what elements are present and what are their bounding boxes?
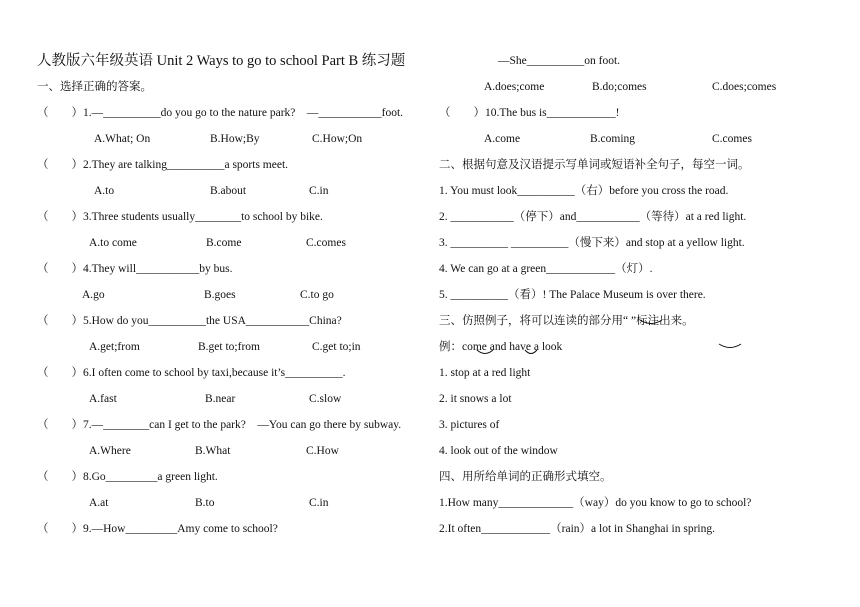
section4-item-2: 2.It often____________（rain）a lot in Shanghai in spring. [439, 523, 715, 535]
section2-item-2: 2. ___________（停下）and___________（等待）at a red light. [439, 211, 747, 223]
q10-option-c: C.comes [712, 133, 752, 145]
section2-item-5: 5. __________（看）! The Palace Museum is over there. [439, 289, 706, 301]
q4-option-a: A.go [82, 289, 105, 301]
section3-item-2: 2. it snows a lot [439, 393, 512, 405]
liaison-mark-icon [638, 318, 664, 326]
q10-option-a: A.come [484, 133, 521, 145]
q9-option-b: B.do;comes [592, 81, 647, 93]
question-9-line2: —She__________on foot. [498, 55, 621, 67]
q2-option-a: A.to [94, 185, 115, 197]
q2-option-b: B.about [210, 185, 247, 197]
section2-item-4: 4. We can go at a green____________（灯）. [439, 263, 653, 275]
question-10-stem: （ ）10.The bus is____________! [439, 107, 620, 119]
q6-option-b: B.near [205, 393, 236, 405]
q1-option-a: A.What; On [94, 133, 151, 145]
q7-option-b: B.What [195, 445, 231, 457]
q8-option-c: C.in [309, 497, 329, 509]
q9-option-c: C.does;comes [712, 81, 777, 93]
liaison-curve-icon [476, 348, 494, 356]
question-1-stem: （ ）1.—__________do you go to the nature park? —___________foot. [37, 107, 404, 119]
q9-option-a: A.does;come [484, 81, 545, 93]
section3-example: 例：come and have a look [439, 341, 563, 353]
section1-heading: 一、选择正确的答案。 [37, 81, 152, 93]
question-8-stem: （ ）8.Go_________a green light. [37, 471, 218, 483]
section3-item-4: 4. look out of the window [439, 445, 558, 457]
q6-option-c: C.slow [309, 393, 342, 405]
section2-item-3: 3. __________ __________（慢下来）and stop at a yellow light. [439, 237, 745, 249]
question-2-stem: （ ）2.They are talking__________a sports meet. [37, 159, 289, 171]
q5-option-c: C.get to;in [312, 341, 361, 353]
section4-heading: 四、用所给单词的正确形式填空。 [439, 471, 612, 483]
liaison-curve-icon [718, 342, 742, 350]
q4-option-c: C.to go [300, 289, 334, 301]
q3-option-c: C.comes [306, 237, 346, 249]
q4-option-b: B.goes [204, 289, 236, 301]
question-7-stem: （ ）7.—________can I get to the park? —You can go there by subway. [37, 419, 402, 431]
question-4-stem: （ ）4.They will___________by bus. [37, 263, 233, 275]
q3-option-a: A.to come [89, 237, 137, 249]
q10-option-b: B.coming [590, 133, 636, 145]
section4-item-1: 1.How many_____________（way）do you know to go to school? [439, 497, 752, 509]
q8-option-b: B.to [195, 497, 215, 509]
liaison-curve-icon [524, 348, 538, 356]
q5-option-b: B.get to;from [198, 341, 260, 353]
q6-option-a: A.fast [89, 393, 117, 405]
q1-option-b: B.How;By [210, 133, 260, 145]
section3-item-1: 1. stop at a red light [439, 367, 531, 379]
q8-option-a: A.at [89, 497, 109, 509]
q7-option-c: C.How [306, 445, 339, 457]
question-9-stem: （ ）9.—How_________Amy come to school? [37, 523, 278, 535]
worksheet-title: 人教版六年级英语 Unit 2 Ways to go to school Part B 练习题 [37, 53, 406, 69]
section3-item-3: 3. pictures of [439, 419, 500, 431]
q7-option-a: A.Where [89, 445, 131, 457]
q1-option-c: C.How;On [312, 133, 363, 145]
question-3-stem: （ ）3.Three students usually________to school by bike. [37, 211, 323, 223]
question-5-stem: （ ）5.How do you__________the USA___________China? [37, 315, 342, 327]
section2-heading: 二、根据句意及汉语提示写单词或短语补全句子，每空一词。 [439, 159, 750, 171]
q2-option-c: C.in [309, 185, 329, 197]
q3-option-b: B.come [206, 237, 242, 249]
section2-item-1: 1. You must look__________（右）before you cross the road. [439, 185, 729, 197]
q5-option-a: A.get;from [89, 341, 140, 353]
section3-heading: 三、仿照例子，将可以连读的部分用“ ”标注出来。 [439, 315, 694, 327]
question-6-stem: （ ）6.I often come to school by taxi,because it’s__________. [37, 367, 346, 379]
